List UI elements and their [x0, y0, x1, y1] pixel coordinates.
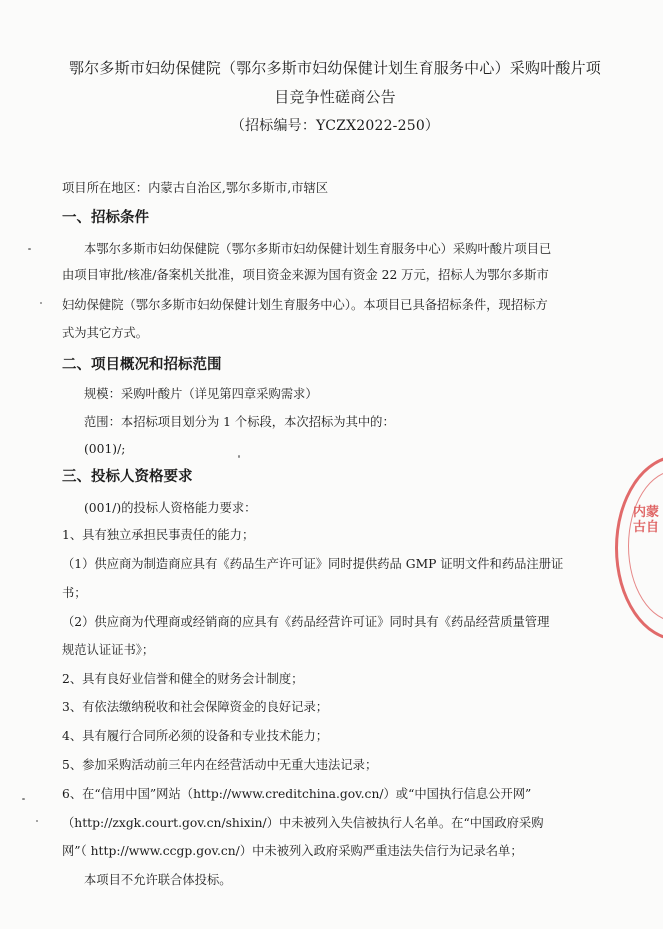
requirement-line: 5、参加采购活动前三年内在经营活动中无重大违法记录； [62, 758, 378, 772]
requirement-line: （2）供应商为代理商或经销商的应具有《药品经营许可证》同时具有《药品经营质量管理 [62, 615, 550, 629]
requirement-line: 6、在“信用中国”网站（http://www.creditchina.gov.cn/）或“中国执行信息公开网” [62, 787, 532, 801]
section-1-line: 妇幼保健院（鄂尔多斯市妇幼保健计划生育服务中心）。本项目已具备招标条件，现招标方 [62, 298, 548, 312]
scope-line: 范围：本招标项目划分为 1 个标段，本次招标为其中的： [84, 415, 395, 429]
requirement-line: 本项目不允许联合体投标。 [84, 873, 232, 887]
title-line-1: 鄂尔多斯市妇幼保健院（鄂尔多斯市妇幼保健计划生育服务中心）采购叶酸片项 [68, 59, 601, 77]
scan-speck [22, 798, 25, 800]
requirement-line: （http://zxgk.court.gov.cn/shixin/）中未被列入失信被执行人名单。在“中国政府采购 [62, 816, 544, 830]
requirement-line: 4、具有履行合同所必须的设备和专业技术能力； [62, 729, 329, 743]
section-2-heading: 二、项目概况和招标范围 [62, 357, 222, 373]
section-1-line: 式为其它方式。 [62, 326, 149, 340]
scan-speck [40, 302, 42, 304]
requirement-line: 规范认证证书》； [62, 643, 155, 657]
scale-line: 规模：采购叶酸片（详见第四章采购需求） [84, 387, 318, 401]
section-1-line: 由项目审批/核准/备案机关批准，项目资金来源为国有资金 22 万元，招标人为鄂尔多斯市 [62, 268, 549, 282]
tender-code: （招标编号：YCZX2022-250） [230, 118, 440, 134]
section-3-heading: 三、投标人资格要求 [62, 469, 193, 485]
lot-line: (001)/; [84, 442, 126, 456]
requirement-line: 1、具有独立承担民事责任的能力； [62, 528, 255, 542]
official-seal-text: 内蒙古自 [633, 505, 660, 535]
scan-speck [28, 248, 31, 250]
title-line-2: 目竞争性磋商公告 [274, 88, 396, 106]
requirement-line: 3、有依法缴纳税收和社会保障资金的良好记录； [62, 700, 329, 714]
section-1-heading: 一、招标条件 [62, 210, 149, 226]
requirement-line: 网”（ http://www.ccgp.gov.cn/）中未被列入政府采购严重违法失信行为记录名单； [62, 844, 523, 858]
requirement-line: (001/)的投标人资格能力要求： [84, 501, 257, 515]
scan-speck [238, 455, 240, 458]
requirement-line: 书； [62, 586, 87, 600]
scan-speck [36, 820, 38, 822]
requirement-line: （1）供应商为制造商应具有《药品生产许可证》同时提供药品 GMP 证明文件和药品注册证 [62, 557, 564, 571]
project-location: 项目所在地区：内蒙古自治区,鄂尔多斯市,市辖区 [62, 181, 329, 195]
requirement-line: 2、具有良好业信誉和健全的财务会计制度； [62, 672, 304, 686]
section-1-line: 本鄂尔多斯市妇幼保健院（鄂尔多斯市妇幼保健计划生育服务中心）采购叶酸片项目已 [84, 242, 552, 256]
